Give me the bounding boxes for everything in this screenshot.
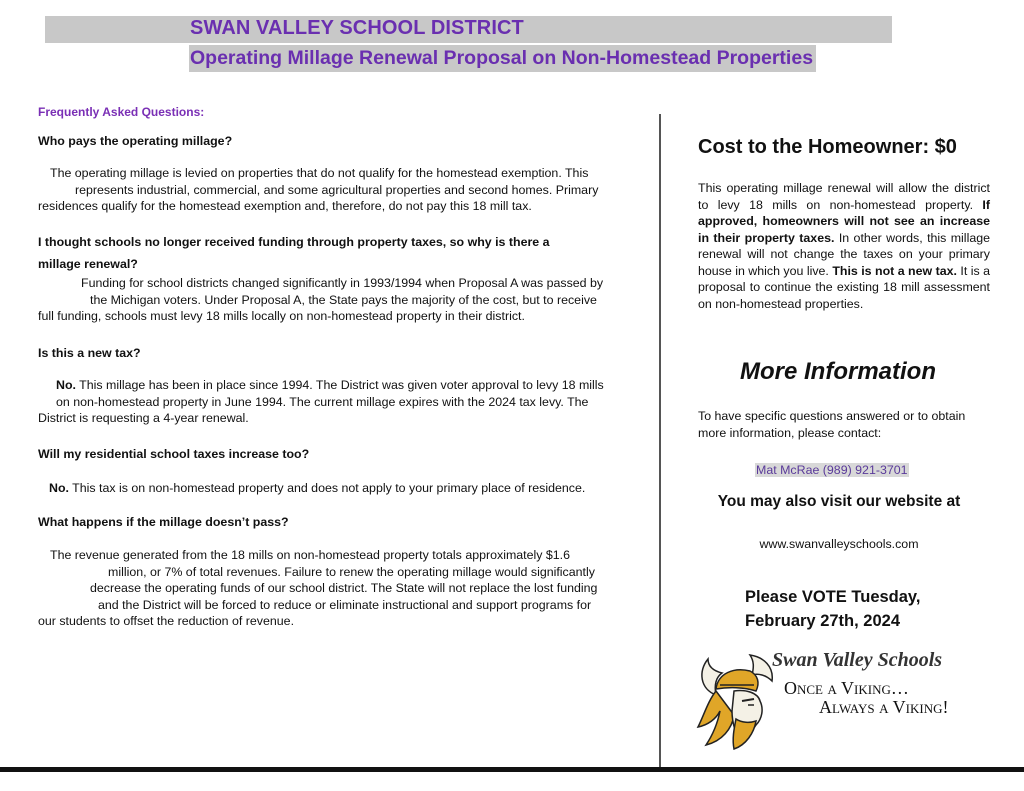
more-info-body: To have specific questions answered or to obtain more information, please contact: <box>698 409 966 440</box>
faq-question-1: Who pays the operating millage? <box>38 134 233 148</box>
faq-answer-1: The operating millage is levied on properties that do not qualify for the homestead exemption. This represents industrial, commercial, and some agricultural properties and second homes. Primary residences qualify for the homestead exemption and, therefore, do not pay this 18 mill tax. <box>38 166 599 213</box>
faq-heading: Frequently Asked Questions: <box>38 105 205 119</box>
faq-question-4: Will my residential school taxes increase too? <box>38 447 310 461</box>
faq-answer-5: The revenue generated from the 18 mills on non-homestead property totals approximately $1.6 million, or 7% of total revenues. Failure to renew the operating millage would significantly decrease the operating funds of our school district. The State will not replace the lost funding and the District will be forced to reduce or eliminate instructional and support programs for our students to offset the reduction of revenue. <box>38 548 598 628</box>
faq-answer-3: No. This millage has been in place since 1994. The District was given voter approval to levy 18 mills on non-homestead property in June 1994. The current millage expires with the 2024 tax levy. The District is requesting a 4-year renewal. <box>38 378 604 425</box>
cost-title: Cost to the Homeowner: $0 <box>698 136 957 158</box>
district-logo <box>694 645 979 755</box>
cost-body: This operating millage renewal will allow the district to levy 18 mills on non-homestead property. If approved, homeowners will not see an increase in their property taxes. In other words, this millage renewal will not change the taxes on your primary house in which you live. This is not a new tax. It is a proposal to continue the existing 18 mill assessment on non-homestead properties. <box>698 181 990 311</box>
logo-name: Swan Valley Schools <box>772 649 943 671</box>
vote-date: Please VOTE Tuesday, February 27th, 2024 <box>745 588 921 630</box>
logo-slogan-1: Once a Viking… <box>784 678 909 698</box>
proposal-subtitle: Operating Millage Renewal Proposal on Non-Homestead Properties <box>189 45 816 72</box>
faq-answer-4: No. This tax is on non-homestead property and does not apply to your primary place of residence. <box>49 481 586 495</box>
bottom-rule <box>0 767 1024 772</box>
website-prompt: You may also visit our website at <box>717 493 961 510</box>
district-title: SWAN VALLEY SCHOOL DISTRICT <box>190 17 524 39</box>
logo-slogan-2: Always a Viking! <box>819 697 949 717</box>
website-url[interactable]: www.swanvalleyschools.com <box>759 537 919 551</box>
faq-question-5: What happens if the millage doesn’t pass? <box>38 515 289 529</box>
column-divider <box>659 114 661 767</box>
contact-link[interactable]: Mat McRae (989) 921-3701 <box>756 463 908 477</box>
faq-answer-2: Funding for school districts changed significantly in 1993/1994 when Proposal A was passed by the Michigan voters. Under Proposal A, the State pays the majority of the cost, but to receive full funding, schools must levy 18 mills locally on non-homestead property in their district. <box>38 276 604 323</box>
more-info-title: More Information <box>740 358 936 385</box>
faq-question-2: I thought schools no longer received funding through property taxes, so why is there a millage renewal? <box>38 235 550 271</box>
faq-question-3: Is this a new tax? <box>38 346 141 360</box>
